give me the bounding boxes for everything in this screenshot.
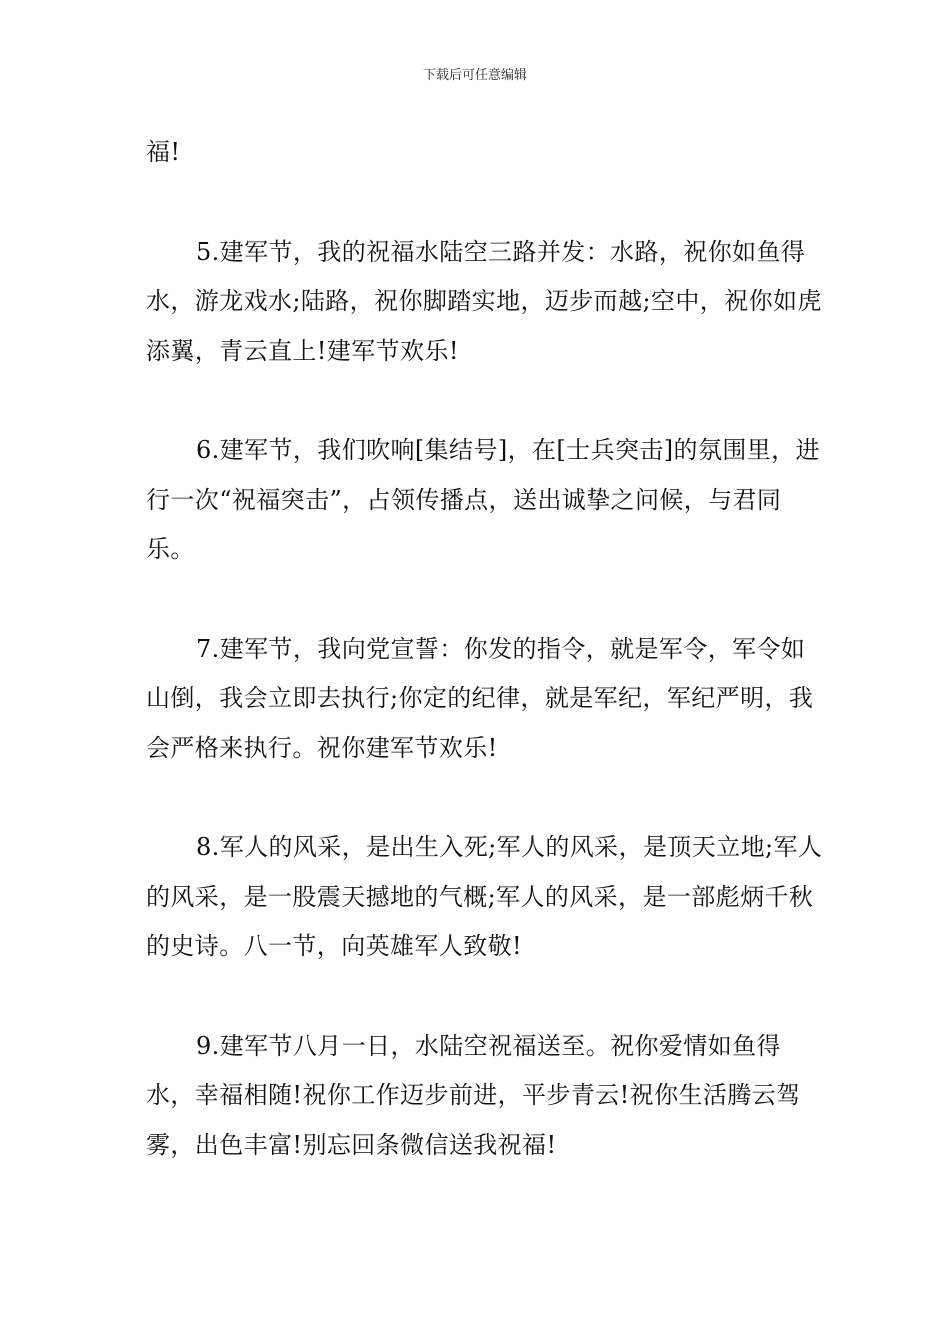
paragraph-item-7: 7.建军节，我向党宣誓：你发的指令，就是军令，军令如山倒，我会立即去执行;你定的纪律，就是军纪，军纪严明，我会严格来执行。祝你建军节欢乐! — [146, 634, 814, 762]
paragraph-item-9: 9.建军节八月一日，水陆空祝福送至。祝你爱情如鱼得水，幸福相随!祝你工作迈步前进，平步青云!祝你生活腾云驾雾，出色丰富!别忘回条微信送我祝福! — [146, 1031, 801, 1159]
paragraph-item-8: 8.军人的风采，是出生入死;军人的风采，是顶天立地;军人的风采，是一股震天撼地的气概;军人的风采，是一部彪炳千秋的史诗。八一节，向英雄军人致敬! — [146, 833, 823, 960]
paragraph-item-5: 5.建军节，我的祝福水陆空三路并发：水路，祝你如鱼得水，游龙戏水;陆路，祝你脚踏实地，迈步而越;空中，祝你如虎添翼，青云直上!建军节欢乐! — [146, 237, 822, 365]
paragraph-item-6: 6.建军节，我们吹响[集结号]，在[士兵突击]的氛围里，进行一次“祝福突击”，占领传播点，送出诚挚之问候，与君同乐。 — [146, 436, 820, 563]
document-body — [146, 128, 826, 1170]
paragraph-continuation: 福! — [146, 138, 181, 166]
page-header-note: 下载后可任意编辑 — [422, 68, 527, 83]
